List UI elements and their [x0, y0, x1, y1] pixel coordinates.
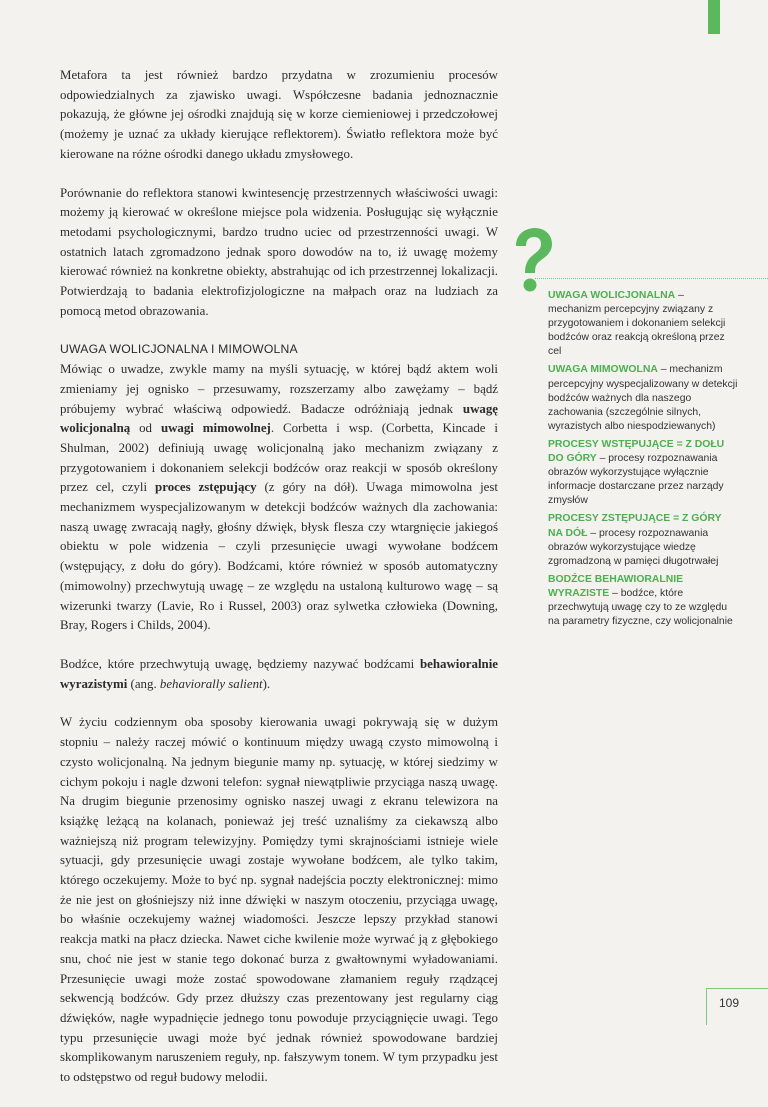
glossary-entry: UWAGA WOLICJONALNA – mechanizm percepcyjny związany z przygotowaniem i dokonaniem selekcji bodźców oraz reakcją określoną przez cel [548, 290, 726, 358]
main-text-column [60, 66, 498, 1107]
page-number: 109 [719, 996, 740, 1010]
paragraph-2: Porównanie do reflektora stanowi kwintesencję przestrzennych właściwości uwagi: możemy ją kierować w określone miejsce pola widzenia. Posługując się wyłącznie metodami psychologicznymi, bardzo trudno uciec od przestrzenności uwagi. W ostatnich latach zgromadzono jednak sporo dowodów na to, iż uwagę możemy kierować również na konkretne obiekty, abstrahując od ich przestrzennej lokalizacji. Potwierdzają to badania elektrofizjologiczne na małpach oraz na ludziach za pomocą metod obrazowania. [60, 185, 498, 318]
paragraph-5: W życiu codziennym oba sposoby kierowania uwagi pokrywają się w dużym stopniu – należy raczej mówić o kontinuum między uwagą czysto mimowolną i czysto wolicjonalną. Na jednym biegunie mamy np. sytuację, w której siedzimy w cichym pokoju i nagle dzwoni telefon: sygnał niewątpliwie przyciąga naszą uwagę. Na drugim biegunie przenosimy ognisko naszej uwagi z ekranu telewizora na książkę leżącą na kolanach, ponieważ jej treść uznaliśmy za ciekawszą albo ważniejszą niż program telewizyjny. Pomiędzy tymi skrajnościami istnieje wiele sytuacji, gdy przesunięcie uwagi zostaje wywołane bodźcem, ale tylko takim, którego oczekujemy. Może to być np. sygnał nadejścia poczty elektronicznej: mimo że nie jest on głośniejszy niż inne dźwięki w naszym otoczeniu, przyciąga uwagę, bo właśnie oczekujemy ważnej wiadomości. Jeszcze lepszy przykład stanowi reakcja matki na płacz dziecka. Nawet ciche kwilenie może wyrwać ją z głębokiego snu, choć nie jest w stanie tego dokonać burza z gwałtownymi wyładowaniami. Przesunięcie uwagi może zostać spowodowane złamaniem reguły rządzącej sekwencją bodźców. Gdy przez dłuższy czas prezentowany jest regularny ciąg dźwięków, nagłe wypadnięcie jednego tonu powoduje przyciągnięcie uwagi. Tego typu przesunięcie uwagi może być jednak również spowodowane bardziej skomplikowanym naruszeniem reguły, np. fałszywym tonem. W tym przypadku jest to odstępstwo od reguł budowy melodii. [60, 715, 498, 1085]
term-behawioralnie-wyraziste: behawioralnie wyrazistymi [60, 656, 498, 691]
sidebar-divider [535, 278, 768, 279]
term-uwaga-mimowolna: uwagi mimowolnej [160, 421, 271, 436]
glossary-entry: BODŹCE BEHAWIORALNIE WYRAZISTE – bodźce, które przechwytują uwagę czy to ze względu na parametry fizyczne, czy wolicjonalnie [548, 573, 733, 628]
paragraph-1: Metafora ta jest również bardzo przydatna w zrozumieniu procesów odpowiedzialnych za zjawisko uwagi. Współczesne badania jednoznacznie pokazują, że główne jej ośrodki znajdują się w korze ciemieniowej i przedczołowej (możemy je uznać za układy kierujące reflektorem). Światło reflektora może być kierowane na różne ośrodki danego układu zmysłowego. [60, 68, 498, 161]
glossary-sidebar [548, 289, 738, 633]
term-uwaga-wolicjonalna: uwagę wolicjonalną [60, 401, 498, 436]
term-proces-zstepujacy: proces zstępujący [155, 480, 257, 495]
paragraph-4: Bodźce, które przechwytują uwagę, będziemy nazywać bodźcami behawioralnie wyrazistymi (ang. behaviorally salient). [60, 656, 498, 691]
glossary-entry: PROCESY WSTĘPUJĄCE = Z DOŁU DO GÓRY – procesy rozpoznawania obrazów wykorzystujące wyłącznie informacje dostarczane przez narządy zmysłów [548, 438, 725, 507]
glossary-entry: UWAGA MIMOWOLNA – mechanizm percepcyjny wyspecjalizowany w detekcji bodźców ważnych dla naszego zachowania (szczególnie silnych, wyrazistych albo niespodziewanych) [548, 364, 738, 432]
section-heading: UWAGA WOLICJONALNA I MIMOWOLNA [60, 342, 298, 357]
top-accent-bar [708, 0, 720, 34]
glossary-entry: PROCESY ZSTĘPUJĄCE = Z GÓRY NA DÓŁ – procesy rozpoznawania obrazów wykorzystujące wiedzę zgromadzoną w pamięci długotrwałej [548, 513, 722, 567]
question-mark-icon [508, 226, 554, 296]
paragraph-3: Mówiąc o uwadze, zwykle mamy na myśli sytuację, w której bądź aktem woli zmieniamy jej ognisko – przesuwamy, rozszerzamy albo zawężamy – bądź próbujemy wybrać właściwą odpowiedź. Badacze odróżniają jednak uwagę wolicjonalną od uwagi mimowolnej. Corbetta i wsp. (Corbetta, Kincade i Shulman, 2002) definiują uwagę wolicjonalną jako mechanizm związany z przygotowaniem i dokonaniem selekcji bodźców oraz reakcji w sposób określony przez cel, czyli proces zstępujący (z góry na dół). Uwaga mimowolna jest mechanizmem wyspecjalizowanym w detekcji bodźców ważnych dla zachowania: naszą uwagę zwracają nagły, głośny dźwięk, błysk flesza czy wtargnięcie jakiegoś obiektu w pole widzenia – czyli przesunięcie uwagi wywołane bodźcem (wstępujący, z dołu do góry). Bodźcami, które również w sposób automatyczny (mimowolny) przechwytują uwagę – ze względu na ustaloną kulturowo wagę – są wizerunki twarzy (Lavie, Ro i Russel, 2003) oraz sylwetka człowieka (Downing, Bray, Rogers i Childs, 2004). [60, 362, 499, 633]
